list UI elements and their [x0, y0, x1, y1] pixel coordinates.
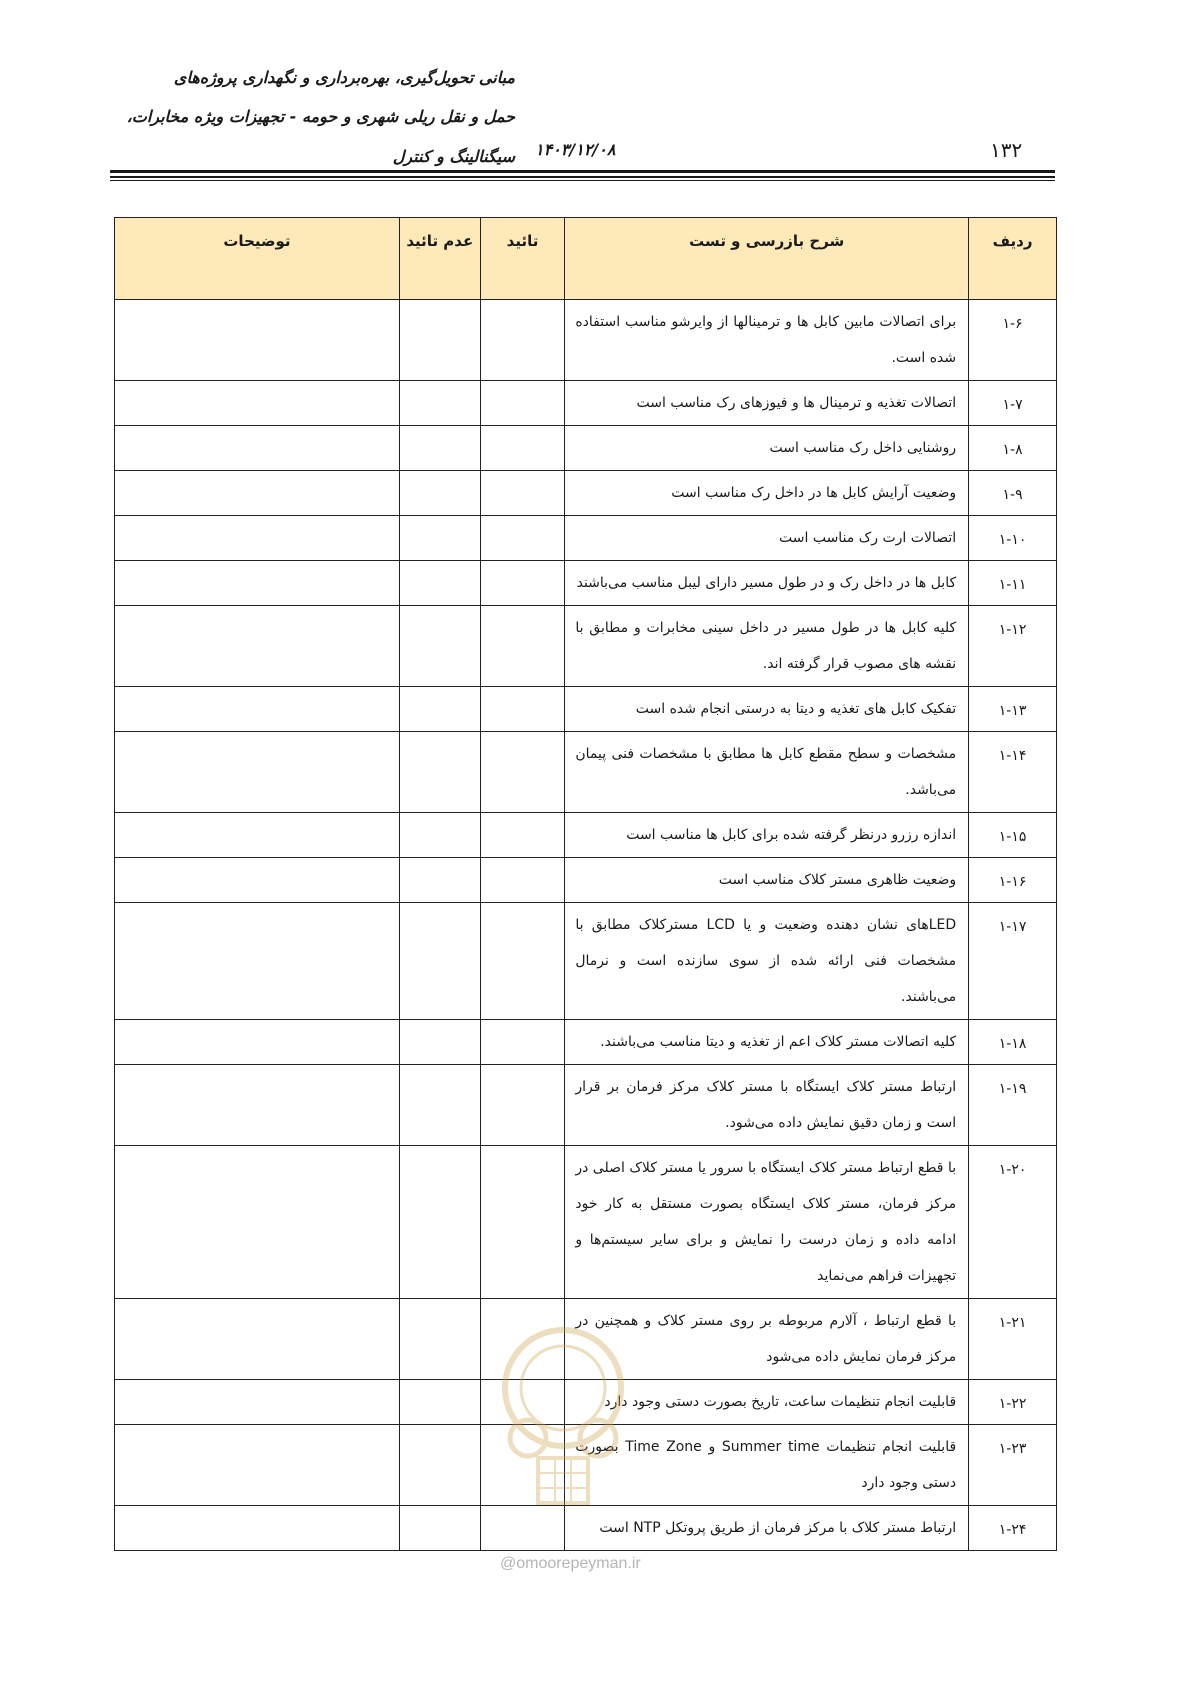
row-number: ۱-۱۶	[969, 858, 1057, 903]
row-number: ۱-۶	[969, 300, 1057, 381]
row-description: کلیه کابل ها در طول مسیر در داخل سینی مخابرات و مطابق با نقشه های مصوب قرار گرفته اند.	[565, 606, 969, 687]
row-number: ۱-۹	[969, 471, 1057, 516]
row-description: با قطع ارتباط مستر کلاک ایستگاه با سرور یا مستر کلاک اصلی در مرکز فرمان، مستر کلاک ایستگاه بصورت مستقل به کار خود ادامه داده و زمان درست را نمایش و برای سایر سیستم‌ها و تجهیزات فراهم می‌نماید	[565, 1146, 969, 1299]
table-row	[115, 606, 1057, 687]
row-description: برای اتصالات مابین کابل ها و ترمینالها از وایرشو مناسب استفاده شده است.	[565, 300, 969, 381]
table-row	[115, 903, 1057, 1020]
table-row	[115, 471, 1057, 516]
approved-cell[interactable]	[480, 426, 565, 471]
table-row	[115, 732, 1057, 813]
notes-cell[interactable]	[115, 471, 400, 516]
notes-cell[interactable]	[115, 1425, 400, 1506]
table-row	[115, 1380, 1057, 1425]
website-watermark: @omoorepeyman.ir	[500, 1555, 641, 1572]
not-approved-cell[interactable]	[399, 732, 480, 813]
notes-cell[interactable]	[115, 687, 400, 732]
row-number: ۱-۸	[969, 426, 1057, 471]
row-number: ۱-۱۰	[969, 516, 1057, 561]
row-description: اتصالات ارت رک مناسب است	[565, 516, 969, 561]
approved-cell[interactable]	[480, 1425, 565, 1506]
notes-cell[interactable]	[115, 1506, 400, 1551]
approved-cell[interactable]	[480, 300, 565, 381]
table-row	[115, 1425, 1057, 1506]
table-row	[115, 1065, 1057, 1146]
not-approved-cell[interactable]	[399, 471, 480, 516]
not-approved-cell[interactable]	[399, 687, 480, 732]
row-number: ۱-۱۳	[969, 687, 1057, 732]
notes-cell[interactable]	[115, 381, 400, 426]
row-description: کابل ها در داخل رک و در طول مسیر دارای لیبل مناسب می‌باشند	[565, 561, 969, 606]
inspection-table	[114, 217, 1057, 1551]
approved-cell[interactable]	[480, 1380, 565, 1425]
approved-cell[interactable]	[480, 813, 565, 858]
row-number: ۱-۱۴	[969, 732, 1057, 813]
page-header	[110, 60, 1055, 185]
not-approved-cell[interactable]	[399, 858, 480, 903]
not-approved-cell[interactable]	[399, 1380, 480, 1425]
approved-cell[interactable]	[480, 471, 565, 516]
not-approved-cell[interactable]	[399, 1065, 480, 1146]
approved-cell[interactable]	[480, 1506, 565, 1551]
approved-cell[interactable]	[480, 561, 565, 606]
table-row	[115, 426, 1057, 471]
table-row	[115, 300, 1057, 381]
approved-cell[interactable]	[480, 1065, 565, 1146]
notes-cell[interactable]	[115, 1380, 400, 1425]
notes-cell[interactable]	[115, 1065, 400, 1146]
row-number: ۱-۷	[969, 381, 1057, 426]
notes-cell[interactable]	[115, 426, 400, 471]
approved-cell[interactable]	[480, 1299, 565, 1380]
table-row	[115, 381, 1057, 426]
notes-cell[interactable]	[115, 516, 400, 561]
row-number: ۱-۲۴	[969, 1506, 1057, 1551]
notes-cell[interactable]	[115, 606, 400, 687]
approved-cell[interactable]	[480, 732, 565, 813]
row-number: ۱-۲۲	[969, 1380, 1057, 1425]
header-approved: تائید	[480, 218, 565, 300]
row-number: ۱-۱۲	[969, 606, 1057, 687]
approved-cell[interactable]	[480, 381, 565, 426]
table-row	[115, 858, 1057, 903]
approved-cell[interactable]	[480, 606, 565, 687]
row-number: ۱-۲۳	[969, 1425, 1057, 1506]
notes-cell[interactable]	[115, 300, 400, 381]
table-row	[115, 1299, 1057, 1380]
row-number: ۱-۱۹	[969, 1065, 1057, 1146]
row-number: ۱-۲۰	[969, 1146, 1057, 1299]
not-approved-cell[interactable]	[399, 1506, 480, 1551]
doc-title-line-3: سیگنالینگ و کنترل	[392, 147, 515, 166]
header-rule	[110, 170, 1055, 173]
not-approved-cell[interactable]	[399, 1425, 480, 1506]
not-approved-cell[interactable]	[399, 606, 480, 687]
row-description: کلیه اتصالات مستر کلاک اعم از تغذیه و دیتا مناسب می‌باشند.	[565, 1020, 969, 1065]
notes-cell[interactable]	[115, 813, 400, 858]
row-description: قابلیت انجام تنظیمات ساعت، تاریخ بصورت دستی وجود دارد	[565, 1380, 969, 1425]
row-description: اتصالات تغذیه و ترمینال ها و فیوزهای رک مناسب است	[565, 381, 969, 426]
doc-title-line-2: حمل و نقل ریلی شهری و حومه - تجهیزات ویژه مخابرات،	[126, 107, 515, 126]
table-row	[115, 1506, 1057, 1551]
header-rule	[110, 176, 1055, 178]
not-approved-cell[interactable]	[399, 300, 480, 381]
row-number: ۱-۲۱	[969, 1299, 1057, 1380]
header-rule	[110, 180, 1055, 181]
row-description: با قطع ارتباط ، آلارم مربوطه بر روی مستر کلاک و همچنین در مرکز فرمان نمایش داده می‌شود	[565, 1299, 969, 1380]
not-approved-cell[interactable]	[399, 516, 480, 561]
header-not-approved: عدم تائید	[399, 218, 480, 300]
row-description: ارتباط مستر کلاک ایستگاه با مستر کلاک مرکز فرمان بر قرار است و زمان دقیق نمایش داده می‌شود.	[565, 1065, 969, 1146]
approved-cell[interactable]	[480, 858, 565, 903]
table-row	[115, 561, 1057, 606]
not-approved-cell[interactable]	[399, 426, 480, 471]
table-row	[115, 687, 1057, 732]
not-approved-cell[interactable]	[399, 903, 480, 1020]
header-description: شرح بازرسی و تست	[565, 218, 969, 300]
not-approved-cell[interactable]	[399, 561, 480, 606]
notes-cell[interactable]	[115, 1020, 400, 1065]
notes-cell[interactable]	[115, 858, 400, 903]
notes-cell[interactable]	[115, 1299, 400, 1380]
row-description: اندازه رزرو درنظر گرفته شده برای کابل ها مناسب است	[565, 813, 969, 858]
not-approved-cell[interactable]	[399, 1020, 480, 1065]
not-approved-cell[interactable]	[399, 1146, 480, 1299]
doc-date: ۱۴۰۳/۱۲/۰۸	[535, 140, 616, 159]
row-description: LEDهای نشان دهنده وضعیت و یا LCD مسترکلاک مطابق با مشخصات فنی ارائه شده از سوی سازنده است و نرمال می‌باشند.	[565, 903, 969, 1020]
approved-cell[interactable]	[480, 903, 565, 1020]
notes-cell[interactable]	[115, 561, 400, 606]
table-header-row	[115, 218, 1057, 300]
row-description: تفکیک کابل های تغذیه و دیتا به درستی انجام شده است	[565, 687, 969, 732]
table-row	[115, 1020, 1057, 1065]
approved-cell[interactable]	[480, 687, 565, 732]
approved-cell[interactable]	[480, 1146, 565, 1299]
approved-cell[interactable]	[480, 1020, 565, 1065]
row-number: ۱-۱۱	[969, 561, 1057, 606]
table-row	[115, 516, 1057, 561]
row-number: ۱-۱۵	[969, 813, 1057, 858]
notes-cell[interactable]	[115, 732, 400, 813]
row-description: ارتباط مستر کلاک با مرکز فرمان از طریق پروتکل NTP است	[565, 1506, 969, 1551]
header-notes: توضیحات	[115, 218, 400, 300]
notes-cell[interactable]	[115, 1146, 400, 1299]
not-approved-cell[interactable]	[399, 1299, 480, 1380]
not-approved-cell[interactable]	[399, 381, 480, 426]
row-description: قابلیت انجام تنظیمات Summer time و Time Zone بصورت دستی وجود دارد	[565, 1425, 969, 1506]
header-row-number: ردیف	[969, 218, 1057, 300]
table-row	[115, 1146, 1057, 1299]
notes-cell[interactable]	[115, 903, 400, 1020]
approved-cell[interactable]	[480, 516, 565, 561]
row-description: روشنایی داخل رک مناسب است	[565, 426, 969, 471]
row-description: وضعیت ظاهری مستر کلاک مناسب است	[565, 858, 969, 903]
doc-title-line-1: مبانی تحویل‌گیری، بهره‌برداری و نگهداری پروژه‌های	[173, 68, 515, 87]
row-number: ۱-۱۸	[969, 1020, 1057, 1065]
row-description: مشخصات و سطح مقطع کابل ها مطابق با مشخصات فنی پیمان می‌باشد.	[565, 732, 969, 813]
not-approved-cell[interactable]	[399, 813, 480, 858]
row-description: وضعیت آرایش کابل ها در داخل رک مناسب است	[565, 471, 969, 516]
row-number: ۱-۱۷	[969, 903, 1057, 1020]
table-row	[115, 813, 1057, 858]
page-number: ۱۳۲	[990, 138, 1023, 162]
